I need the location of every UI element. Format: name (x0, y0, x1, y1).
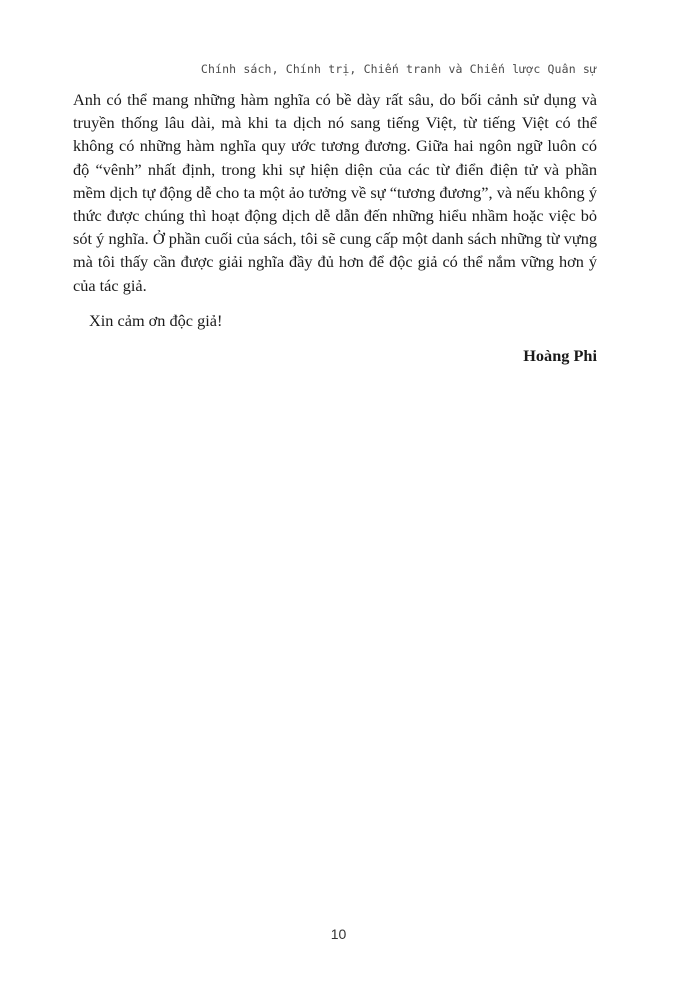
thanks-paragraph: Xin cảm ơn độc giả! (89, 310, 223, 330)
main-paragraph: Anh có thể mang những hàm nghĩa có bề dày rất sâu, do bối cảnh sử dụng và truyền thống lâu dài, mà khi ta dịch nó sang tiếng Việt, từ tiếng Việt có thể không có những hàm nghĩa quy ước tương đương. Giữa hai ngôn ngữ luôn có độ “vênh” nhất định, trong khi sự hiện diện của các từ điển điện tử và phần mềm dịch tự động dễ cho ta một ảo tưởng về sự “tương đương”, và nếu không ý thức được chúng thì hoạt động dịch dễ dẫn đến những hiểu nhầm hoặc việc bỏ sót ý nghĩa. Ở phần cuối của sách, tôi sẽ cung cấp một danh sách những từ vựng mà tôi thấy cần được giải nghĩa đầy đủ hơn để độc giả có thể nắm vững hơn ý của tác giả. (73, 90, 597, 295)
author-signature: Hoàng Phi (523, 346, 597, 366)
body-text (73, 88, 597, 367)
page-number: 10 (330, 926, 347, 942)
running-header: Chính sách, Chính trị, Chiến tranh và Chiến lược Quân sự (200, 62, 597, 76)
